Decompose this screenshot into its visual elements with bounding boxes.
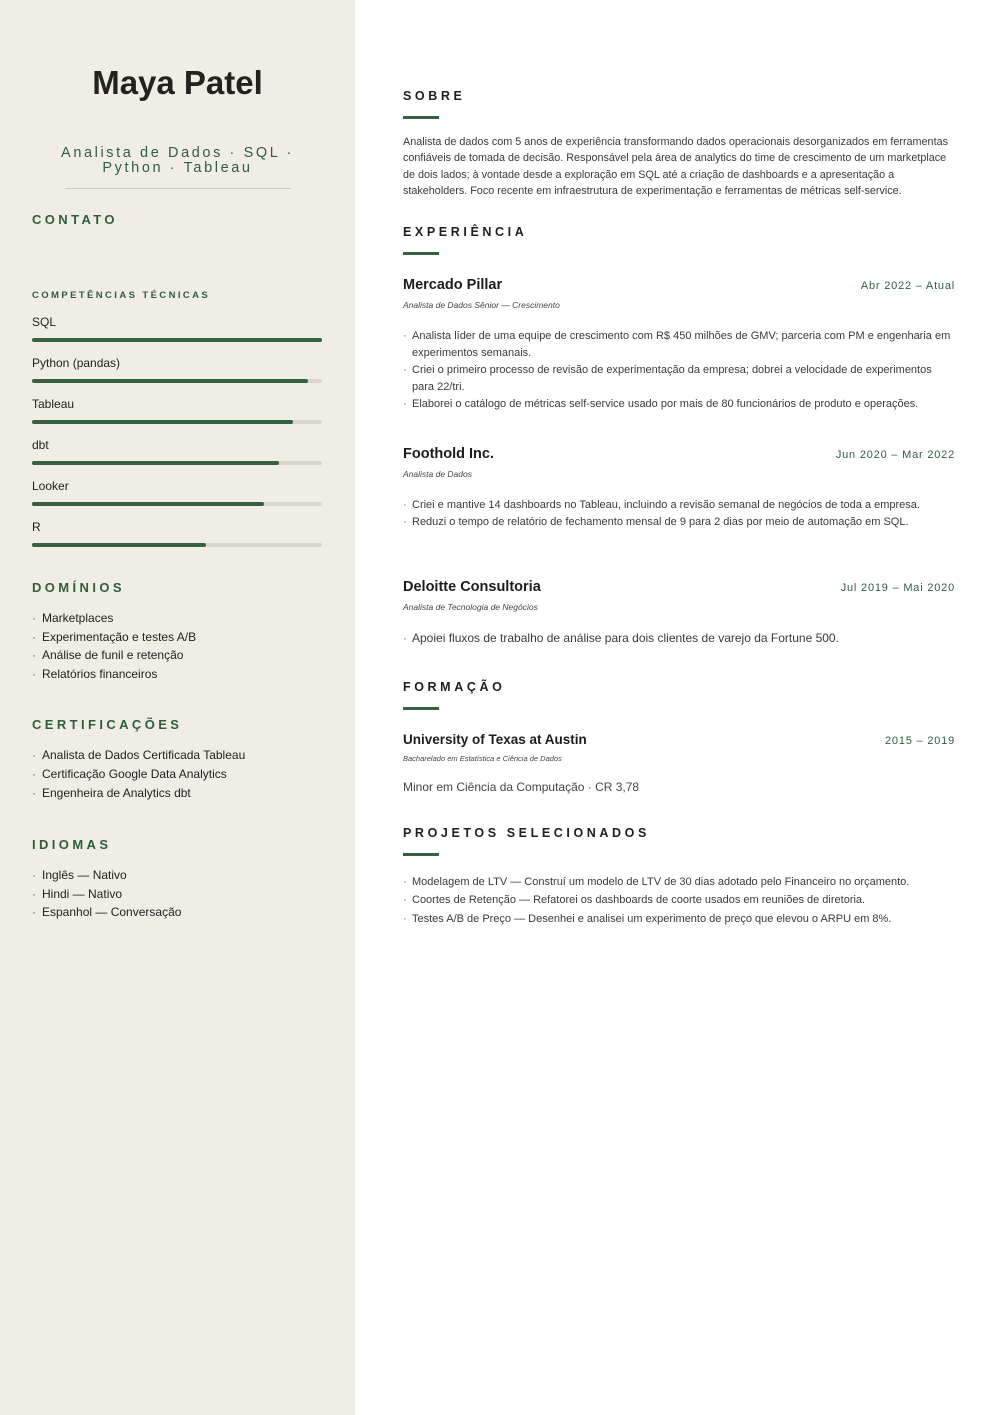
projects-heading: PROJETOS SELECIONADOS xyxy=(403,826,650,841)
projects-list xyxy=(403,873,955,928)
bullet-text: Testes A/B de Preço — Desenhei e analisei um experimento de preço que elevou o ARPU em 8%. xyxy=(412,912,892,925)
list-item xyxy=(403,630,955,647)
section-accent-rule xyxy=(403,707,439,710)
skill-item xyxy=(32,315,323,342)
skill-item xyxy=(32,356,323,383)
skill-bar-track xyxy=(32,379,322,383)
section-accent-rule xyxy=(403,252,439,255)
skill-label: Looker xyxy=(32,479,69,493)
bullet-text: Criei o primeiro processo de revisão de experimentação da empresa; dobrei a velocidade de experimentos para 22/tri. xyxy=(412,364,932,394)
skill-label: Python (pandas) xyxy=(32,356,121,370)
list-item xyxy=(32,646,323,665)
company-name: Deloitte Consultoria xyxy=(403,579,541,596)
skill-bar-fill xyxy=(32,379,308,383)
list-item xyxy=(32,784,323,803)
certifications-section xyxy=(32,717,323,802)
bullet-text: Apoiei fluxos de trabalho de análise para dois clientes de varejo da Fortune 500. xyxy=(412,631,839,646)
skill-bar-fill xyxy=(32,502,264,506)
certifications-list xyxy=(32,746,323,802)
bullet-dot: · xyxy=(32,748,36,763)
bullet-dot: · xyxy=(32,886,36,901)
skill-item xyxy=(32,397,323,424)
company-name: Mercado Pillar xyxy=(403,277,503,294)
list-item xyxy=(32,609,323,628)
domains-heading: DOMÍNIOS xyxy=(32,580,125,595)
skills-list xyxy=(32,315,323,547)
job-bullets xyxy=(403,630,955,647)
section-accent-rule xyxy=(403,116,439,119)
skill-label: R xyxy=(32,520,41,534)
tagline-divider xyxy=(65,188,291,189)
bullet-dot: · xyxy=(32,868,36,883)
skill-bar-fill xyxy=(32,338,322,342)
job-dates: Jul 2019 – Mai 2020 xyxy=(840,582,955,595)
skill-label: Tableau xyxy=(32,397,75,411)
list-item-text: Engenheira de Analytics dbt xyxy=(42,785,191,800)
skill-item xyxy=(32,520,323,547)
job-bullets xyxy=(403,497,955,531)
domains-list xyxy=(32,609,323,683)
skill-bar-track xyxy=(32,543,322,547)
bullet-dot: · xyxy=(32,905,36,920)
domains-section xyxy=(32,580,323,683)
job-entry xyxy=(403,579,955,647)
list-item xyxy=(32,628,323,647)
bullet-dot: · xyxy=(403,499,407,512)
skill-bar-fill xyxy=(32,461,279,465)
degree: Bacharelado em Estatística e Ciência de Dados xyxy=(403,754,562,764)
bullet-dot: · xyxy=(32,766,36,781)
list-item xyxy=(403,910,955,928)
job-role: Analista de Dados xyxy=(403,469,472,480)
company-name: Foothold Inc. xyxy=(403,446,495,463)
skill-bar-track xyxy=(32,502,322,506)
education-heading: FORMAÇÃO xyxy=(403,680,506,695)
bullet-text: Elaborei o catálogo de métricas self-service usado por mais de 80 funcionários de produto e operações. xyxy=(412,398,919,411)
bullet-text: Criei e mantive 14 dashboards no Tableau, incluindo a revisão semanal de negócios de toda a empresa. xyxy=(412,499,920,512)
sidebar xyxy=(0,0,355,1415)
about-heading: SOBRE xyxy=(403,89,466,103)
list-item-text: Análise de funil e retenção xyxy=(42,648,184,663)
bullet-dot: · xyxy=(32,666,36,681)
list-item-text: Espanhol — Conversação xyxy=(42,905,182,920)
list-item xyxy=(32,885,323,904)
list-item xyxy=(403,362,955,396)
list-item xyxy=(403,497,955,514)
candidate-name: Maya Patel xyxy=(92,64,263,101)
skill-item xyxy=(32,438,323,465)
bullet-text: Analista líder de uma equipe de crescimento com R$ 450 milhões de GMV; parceria com PM e engenharia em experimentos semanais. xyxy=(412,330,951,360)
list-item xyxy=(403,328,955,362)
skill-bar-fill xyxy=(32,543,206,547)
list-item xyxy=(403,396,955,413)
list-item xyxy=(32,866,323,885)
list-item xyxy=(32,665,323,684)
certifications-heading: CERTIFICAÇÕES xyxy=(32,717,183,733)
main-content xyxy=(403,0,955,928)
list-item xyxy=(403,514,955,531)
bullet-dot: · xyxy=(403,330,407,343)
job-role: Analista de Tecnologia de Negócios xyxy=(403,602,538,613)
bullet-text: Coortes de Retenção — Refatorei os dashboards de coorte usados em reuniões de diretoria. xyxy=(412,894,866,907)
bullet-dot: · xyxy=(403,912,407,925)
job-role: Analista de Dados Sênior — Crescimento xyxy=(403,300,560,311)
skill-bar-track xyxy=(32,338,322,342)
skill-label: SQL xyxy=(32,315,57,329)
job-entry xyxy=(403,446,955,531)
list-item-text: Hindi — Nativo xyxy=(42,886,123,901)
section-accent-rule xyxy=(403,853,439,856)
list-item xyxy=(32,746,323,765)
school-name: University of Texas at Austin xyxy=(403,732,587,748)
job-entry xyxy=(403,277,955,413)
bullet-dot: · xyxy=(403,516,407,529)
skill-bar-track xyxy=(32,461,322,465)
languages-heading: IDIOMAS xyxy=(32,837,112,853)
bullet-dot: · xyxy=(403,876,407,889)
list-item-text: Certificação Google Data Analytics xyxy=(42,766,227,781)
education-note: Minor em Ciência da Computação · CR 3,78 xyxy=(403,780,640,795)
skill-bar-track xyxy=(32,420,322,424)
about-text: Analista de dados com 5 anos de experiência transformando dados operacionais desorganizados em ferramentas confiáveis de tomada de decisão. Responsável pela área de analytics do time de crescimento de um marketplace de dois lados; à vontade desde a exploração em SQL até a criação de dashboards e a apresentação a stakeholders. Foco recente em infraestrutura de experimentação e ferramentas de métricas self-service. xyxy=(403,136,948,197)
languages-list xyxy=(32,866,323,922)
list-item-text: Analista de Dados Certificada Tableau xyxy=(42,748,246,763)
bullet-dot: · xyxy=(32,648,36,663)
education-entry xyxy=(403,732,955,794)
bullet-dot: · xyxy=(32,629,36,644)
job-dates: Abr 2022 – Atual xyxy=(860,280,955,293)
list-item xyxy=(32,903,323,922)
experience-heading: EXPERIÊNCIA xyxy=(403,225,528,240)
bullet-dot: · xyxy=(32,785,36,800)
list-item xyxy=(403,891,955,909)
list-item-text: Inglês — Nativo xyxy=(42,868,127,883)
list-item-text: Marketplaces xyxy=(42,611,114,625)
education-dates: 2015 – 2019 xyxy=(885,735,955,748)
list-item-text: Relatórios financeiros xyxy=(42,666,158,681)
contact-heading: CONTATO xyxy=(32,212,118,227)
bullet-dot: · xyxy=(403,398,407,411)
skills-heading: COMPETÊNCIAS TÉCNICAS xyxy=(32,290,211,301)
job-dates: Jun 2020 – Mar 2022 xyxy=(835,449,955,462)
skill-item xyxy=(32,479,323,506)
bullet-text: Modelagem de LTV — Construí um modelo de LTV de 30 dias adotado pelo Financeiro no orçamento. xyxy=(412,876,910,889)
bullet-dot: · xyxy=(403,631,407,646)
bullet-dot: · xyxy=(403,894,407,907)
job-bullets xyxy=(403,328,955,413)
skill-bar-fill xyxy=(32,420,293,424)
languages-section xyxy=(32,837,323,922)
list-item xyxy=(403,873,955,891)
skill-label: dbt xyxy=(32,438,49,452)
list-item xyxy=(32,765,323,784)
bullet-text: Reduzi o tempo de relatório de fechamento mensal de 9 para 2 dias por meio de automação em SQL. xyxy=(412,516,909,529)
bullet-dot: · xyxy=(32,611,36,625)
list-item-text: Experimentação e testes A/B xyxy=(42,629,197,644)
tagline: Analista de Dados · SQL · Python · Tableau xyxy=(61,145,294,176)
bullet-dot: · xyxy=(403,364,407,377)
